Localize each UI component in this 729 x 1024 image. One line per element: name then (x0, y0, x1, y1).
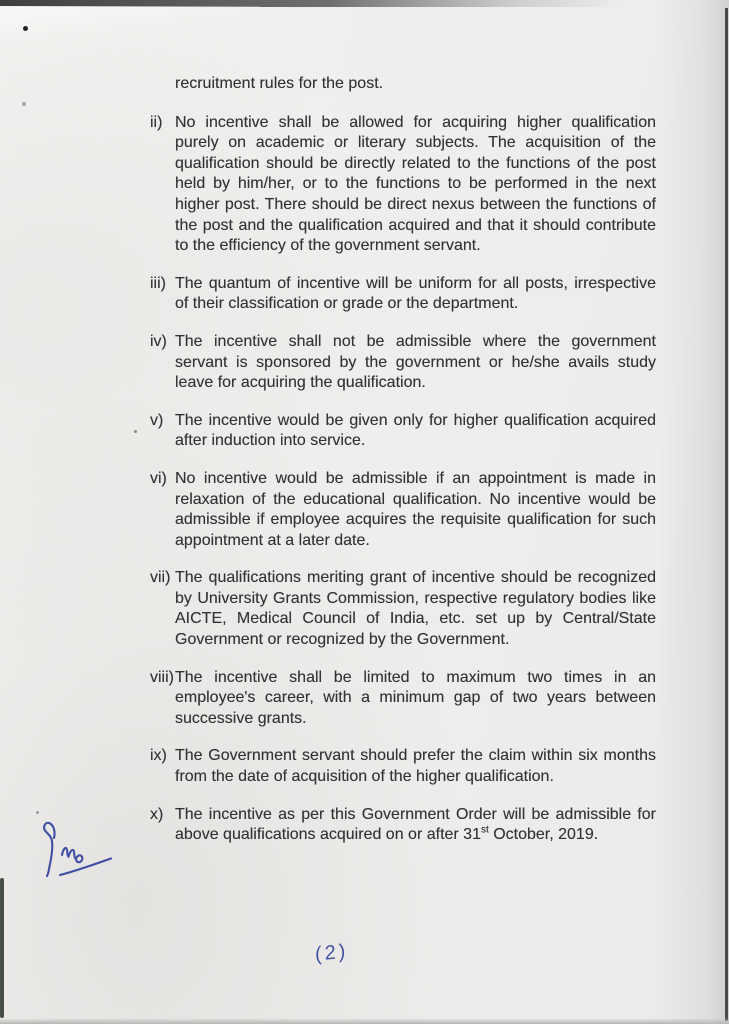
ink-speck (23, 26, 28, 31)
list-marker: viii) (150, 668, 174, 686)
list-item-text: The incentive as per this Government Order will be admissible for above qualifications acquired on or after 31 (175, 805, 656, 844)
scanner-edge-right (725, 8, 728, 1021)
list-item-text: The quantum of incentive will be uniform for all posts, irrespective of their classification or grade or the department. (175, 274, 656, 313)
list-marker: iv) (150, 332, 167, 350)
list-marker: x) (150, 805, 164, 823)
list-item-ii (150, 113, 656, 257)
document-body (150, 74, 656, 863)
list-item-x (150, 805, 656, 846)
list-item-iii (150, 274, 656, 315)
paper-edge-highlight (0, 6, 260, 40)
handwritten-page-number: (2) (314, 940, 349, 966)
list-item-text: The qualifications meriting grant of incentive should be recognized by University Grants Commission, respective regulatory bodies like AICTE, Medical Council of India, etc. set up by Central/State Government or recognized by the Government. (175, 569, 656, 649)
ink-speck (22, 102, 26, 106)
list-marker: vi) (150, 469, 167, 487)
handwritten-signature (34, 808, 144, 908)
list-marker: iii) (150, 274, 166, 292)
list-item-text: No incentive would be admissible if an appointment is made in relaxation of the educational qualification. No incentive would be admissible if employee acquires the requisite qualification for such appointment at a later date. (175, 469, 656, 549)
list-item-text: The Government servant should prefer the claim within six months from the date of acquisition of the higher qualification. (175, 747, 656, 786)
scanner-edge-left (0, 878, 4, 1018)
list-item-v (150, 411, 656, 452)
list-item-text: October, 2019. (488, 826, 599, 844)
list-marker: ii) (150, 113, 163, 131)
list-item-ix (150, 746, 656, 787)
list-item-iv (150, 332, 656, 394)
ink-speck (134, 430, 137, 433)
list-marker: ix) (150, 747, 167, 765)
list-item-text: The incentive would be given only for higher qualification acquired after induction into service. (175, 411, 656, 450)
list-item-text: No incentive shall be allowed for acquiring higher qualification purely on academic or literary subjects. The acquisition of the qualification should be directly related to the functions of the post held by him/her, or to the functions to be performed in the next higher post. There should be direct nexus between the functions of the post and the qualification acquired and that it should contribute to the efficiency of the government servant. (175, 113, 656, 255)
list-item-text: The incentive shall not be admissible where the government servant is sponsored by the government or he/she avails study leave for acquiring the qualification. (175, 332, 656, 392)
list-item-vi (150, 469, 656, 551)
list-item-vii (150, 568, 656, 650)
ordinal-superscript: st (480, 824, 489, 836)
list-marker: vii) (150, 569, 171, 587)
scanner-edge-bottom (0, 1018, 729, 1024)
list-item-text: The incentive shall be limited to maximum two times in an employee's career, with a minimum gap of two years between successive grants. (175, 668, 656, 727)
paragraph-continuation: recruitment rules for the post. (175, 75, 384, 92)
list-item-viii (150, 668, 656, 730)
list-marker: v) (150, 411, 164, 429)
